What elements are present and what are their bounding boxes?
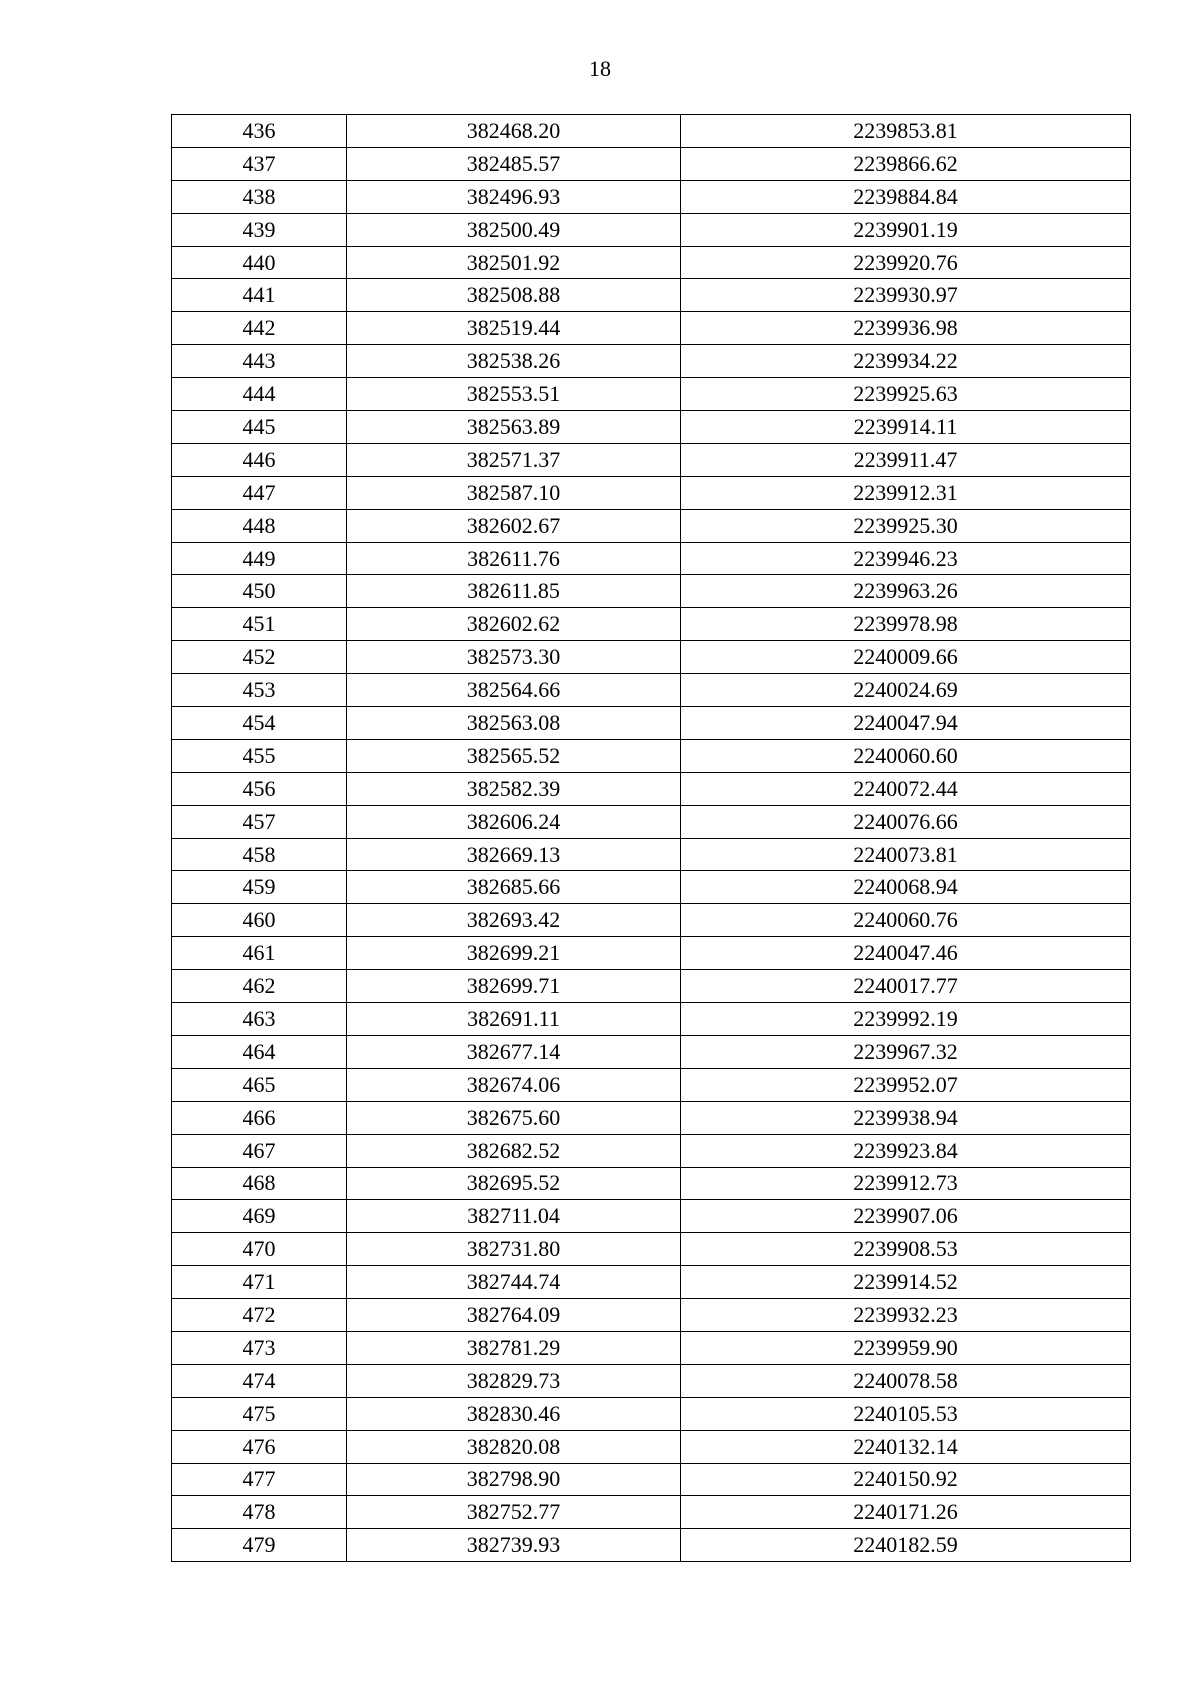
point-number-cell: 436 — [172, 115, 347, 148]
point-number-cell: 441 — [172, 279, 347, 312]
point-number-cell: 466 — [172, 1101, 347, 1134]
point-number-cell: 438 — [172, 180, 347, 213]
point-number-cell: 459 — [172, 871, 347, 904]
page-number: 18 — [589, 56, 611, 81]
point-number-cell: 468 — [172, 1167, 347, 1200]
table-row — [172, 1200, 1131, 1233]
x-coordinate-cell: 382693.42 — [347, 904, 681, 937]
point-number-cell: 446 — [172, 443, 347, 476]
point-number-cell: 464 — [172, 1035, 347, 1068]
y-coordinate-cell: 2239946.23 — [681, 542, 1131, 575]
point-number-cell: 452 — [172, 641, 347, 674]
x-coordinate-cell: 382685.66 — [347, 871, 681, 904]
x-coordinate-cell: 382691.11 — [347, 1003, 681, 1036]
y-coordinate-cell: 2239920.76 — [681, 246, 1131, 279]
y-coordinate-cell: 2240073.81 — [681, 838, 1131, 871]
x-coordinate-cell: 382564.66 — [347, 674, 681, 707]
point-number-cell: 476 — [172, 1430, 347, 1463]
point-number-cell: 477 — [172, 1463, 347, 1496]
table-row — [172, 279, 1131, 312]
point-number-cell: 461 — [172, 937, 347, 970]
y-coordinate-cell: 2239938.94 — [681, 1101, 1131, 1134]
point-number-cell: 456 — [172, 772, 347, 805]
y-coordinate-cell: 2239914.11 — [681, 411, 1131, 444]
table-row — [172, 1134, 1131, 1167]
y-coordinate-cell: 2239925.63 — [681, 378, 1131, 411]
table-row — [172, 937, 1131, 970]
y-coordinate-cell: 2240132.14 — [681, 1430, 1131, 1463]
point-number-cell: 445 — [172, 411, 347, 444]
x-coordinate-cell: 382500.49 — [347, 213, 681, 246]
x-coordinate-cell: 382538.26 — [347, 345, 681, 378]
table-row — [172, 575, 1131, 608]
point-number-cell: 474 — [172, 1364, 347, 1397]
y-coordinate-cell: 2239978.98 — [681, 608, 1131, 641]
table-row — [172, 1101, 1131, 1134]
point-number-cell: 454 — [172, 707, 347, 740]
y-coordinate-cell: 2239963.26 — [681, 575, 1131, 608]
x-coordinate-cell: 382731.80 — [347, 1233, 681, 1266]
y-coordinate-cell: 2239866.62 — [681, 147, 1131, 180]
y-coordinate-cell: 2240078.58 — [681, 1364, 1131, 1397]
y-coordinate-cell: 2240105.53 — [681, 1397, 1131, 1430]
x-coordinate-cell: 382674.06 — [347, 1068, 681, 1101]
table-row — [172, 772, 1131, 805]
table-row — [172, 904, 1131, 937]
table-row — [172, 970, 1131, 1003]
table-row — [172, 378, 1131, 411]
point-number-cell: 470 — [172, 1233, 347, 1266]
x-coordinate-cell: 382820.08 — [347, 1430, 681, 1463]
x-coordinate-cell: 382829.73 — [347, 1364, 681, 1397]
point-number-cell: 453 — [172, 674, 347, 707]
x-coordinate-cell: 382602.62 — [347, 608, 681, 641]
table-row — [172, 674, 1131, 707]
x-coordinate-cell: 382677.14 — [347, 1035, 681, 1068]
x-coordinate-cell: 382508.88 — [347, 279, 681, 312]
table-row — [172, 805, 1131, 838]
table-row — [172, 443, 1131, 476]
table-row — [172, 1331, 1131, 1364]
point-number-cell: 443 — [172, 345, 347, 378]
point-number-cell: 457 — [172, 805, 347, 838]
x-coordinate-cell: 382565.52 — [347, 739, 681, 772]
x-coordinate-cell: 382682.52 — [347, 1134, 681, 1167]
table-row — [172, 838, 1131, 871]
point-number-cell: 447 — [172, 476, 347, 509]
point-number-cell: 440 — [172, 246, 347, 279]
x-coordinate-cell: 382496.93 — [347, 180, 681, 213]
y-coordinate-cell: 2239911.47 — [681, 443, 1131, 476]
x-coordinate-cell: 382519.44 — [347, 312, 681, 345]
point-number-cell: 439 — [172, 213, 347, 246]
table-row — [172, 147, 1131, 180]
table-row — [172, 345, 1131, 378]
x-coordinate-cell: 382764.09 — [347, 1299, 681, 1332]
y-coordinate-cell: 2240060.60 — [681, 739, 1131, 772]
x-coordinate-cell: 382602.67 — [347, 509, 681, 542]
table-row — [172, 180, 1131, 213]
x-coordinate-cell: 382563.08 — [347, 707, 681, 740]
table-row — [172, 1003, 1131, 1036]
table-row — [172, 213, 1131, 246]
y-coordinate-cell: 2239967.32 — [681, 1035, 1131, 1068]
x-coordinate-cell: 382830.46 — [347, 1397, 681, 1430]
x-coordinate-cell: 382798.90 — [347, 1463, 681, 1496]
point-number-cell: 455 — [172, 739, 347, 772]
table-row — [172, 1496, 1131, 1529]
y-coordinate-cell: 2239912.73 — [681, 1167, 1131, 1200]
x-coordinate-cell: 382675.60 — [347, 1101, 681, 1134]
y-coordinate-cell: 2239907.06 — [681, 1200, 1131, 1233]
point-number-cell: 463 — [172, 1003, 347, 1036]
table-row — [172, 1364, 1131, 1397]
point-number-cell: 475 — [172, 1397, 347, 1430]
x-coordinate-cell: 382571.37 — [347, 443, 681, 476]
point-number-cell: 448 — [172, 509, 347, 542]
x-coordinate-cell: 382711.04 — [347, 1200, 681, 1233]
point-number-cell: 444 — [172, 378, 347, 411]
table-row — [172, 509, 1131, 542]
y-coordinate-cell: 2239925.30 — [681, 509, 1131, 542]
table-row — [172, 641, 1131, 674]
table-row — [172, 1529, 1131, 1562]
y-coordinate-cell: 2239952.07 — [681, 1068, 1131, 1101]
point-number-cell: 479 — [172, 1529, 347, 1562]
y-coordinate-cell: 2239908.53 — [681, 1233, 1131, 1266]
y-coordinate-cell: 2239992.19 — [681, 1003, 1131, 1036]
x-coordinate-cell: 382573.30 — [347, 641, 681, 674]
x-coordinate-cell: 382752.77 — [347, 1496, 681, 1529]
point-number-cell: 451 — [172, 608, 347, 641]
y-coordinate-cell: 2239936.98 — [681, 312, 1131, 345]
point-number-cell: 449 — [172, 542, 347, 575]
point-number-cell: 478 — [172, 1496, 347, 1529]
y-coordinate-cell: 2240017.77 — [681, 970, 1131, 1003]
x-coordinate-cell: 382699.71 — [347, 970, 681, 1003]
point-number-cell: 460 — [172, 904, 347, 937]
x-coordinate-cell: 382739.93 — [347, 1529, 681, 1562]
x-coordinate-cell: 382611.85 — [347, 575, 681, 608]
y-coordinate-cell: 2240024.69 — [681, 674, 1131, 707]
table-row — [172, 1299, 1131, 1332]
y-coordinate-cell: 2239930.97 — [681, 279, 1131, 312]
y-coordinate-cell: 2239914.52 — [681, 1266, 1131, 1299]
table-row — [172, 739, 1131, 772]
x-coordinate-cell: 382587.10 — [347, 476, 681, 509]
x-coordinate-cell: 382695.52 — [347, 1167, 681, 1200]
point-number-cell: 442 — [172, 312, 347, 345]
y-coordinate-cell: 2239959.90 — [681, 1331, 1131, 1364]
point-number-cell: 472 — [172, 1299, 347, 1332]
x-coordinate-cell: 382669.13 — [347, 838, 681, 871]
y-coordinate-cell: 2240047.94 — [681, 707, 1131, 740]
y-coordinate-cell: 2240150.92 — [681, 1463, 1131, 1496]
table-row — [172, 542, 1131, 575]
point-number-cell: 437 — [172, 147, 347, 180]
y-coordinate-cell: 2239901.19 — [681, 213, 1131, 246]
y-coordinate-cell: 2239853.81 — [681, 115, 1131, 148]
x-coordinate-cell: 382485.57 — [347, 147, 681, 180]
table-row — [172, 246, 1131, 279]
table-row — [172, 871, 1131, 904]
x-coordinate-cell: 382781.29 — [347, 1331, 681, 1364]
table-row — [172, 1035, 1131, 1068]
table-row — [172, 1167, 1131, 1200]
y-coordinate-cell: 2239884.84 — [681, 180, 1131, 213]
x-coordinate-cell: 382606.24 — [347, 805, 681, 838]
y-coordinate-cell: 2239934.22 — [681, 345, 1131, 378]
y-coordinate-cell: 2240009.66 — [681, 641, 1131, 674]
y-coordinate-cell: 2239923.84 — [681, 1134, 1131, 1167]
table-row — [172, 1397, 1131, 1430]
table-row — [172, 1068, 1131, 1101]
table-row — [172, 707, 1131, 740]
y-coordinate-cell: 2240171.26 — [681, 1496, 1131, 1529]
x-coordinate-cell: 382553.51 — [347, 378, 681, 411]
y-coordinate-cell: 2240047.46 — [681, 937, 1131, 970]
x-coordinate-cell: 382468.20 — [347, 115, 681, 148]
x-coordinate-cell: 382699.21 — [347, 937, 681, 970]
x-coordinate-cell: 382582.39 — [347, 772, 681, 805]
table-row — [172, 1233, 1131, 1266]
x-coordinate-cell: 382501.92 — [347, 246, 681, 279]
point-number-cell: 462 — [172, 970, 347, 1003]
table-row — [172, 115, 1131, 148]
x-coordinate-cell: 382744.74 — [347, 1266, 681, 1299]
point-number-cell: 467 — [172, 1134, 347, 1167]
y-coordinate-cell: 2240076.66 — [681, 805, 1131, 838]
y-coordinate-cell: 2240182.59 — [681, 1529, 1131, 1562]
point-number-cell: 469 — [172, 1200, 347, 1233]
table-row — [172, 1430, 1131, 1463]
point-number-cell: 465 — [172, 1068, 347, 1101]
y-coordinate-cell: 2240072.44 — [681, 772, 1131, 805]
table-row — [172, 1463, 1131, 1496]
y-coordinate-cell: 2240068.94 — [681, 871, 1131, 904]
table-row — [172, 411, 1131, 444]
y-coordinate-cell: 2240060.76 — [681, 904, 1131, 937]
point-number-cell: 450 — [172, 575, 347, 608]
coordinates-table-body — [172, 115, 1131, 1562]
table-row — [172, 608, 1131, 641]
y-coordinate-cell: 2239932.23 — [681, 1299, 1131, 1332]
x-coordinate-cell: 382563.89 — [347, 411, 681, 444]
y-coordinate-cell: 2239912.31 — [681, 476, 1131, 509]
table-row — [172, 312, 1131, 345]
point-number-cell: 471 — [172, 1266, 347, 1299]
x-coordinate-cell: 382611.76 — [347, 542, 681, 575]
table-row — [172, 1266, 1131, 1299]
coordinates-table — [171, 114, 1131, 1562]
point-number-cell: 473 — [172, 1331, 347, 1364]
point-number-cell: 458 — [172, 838, 347, 871]
table-row — [172, 476, 1131, 509]
